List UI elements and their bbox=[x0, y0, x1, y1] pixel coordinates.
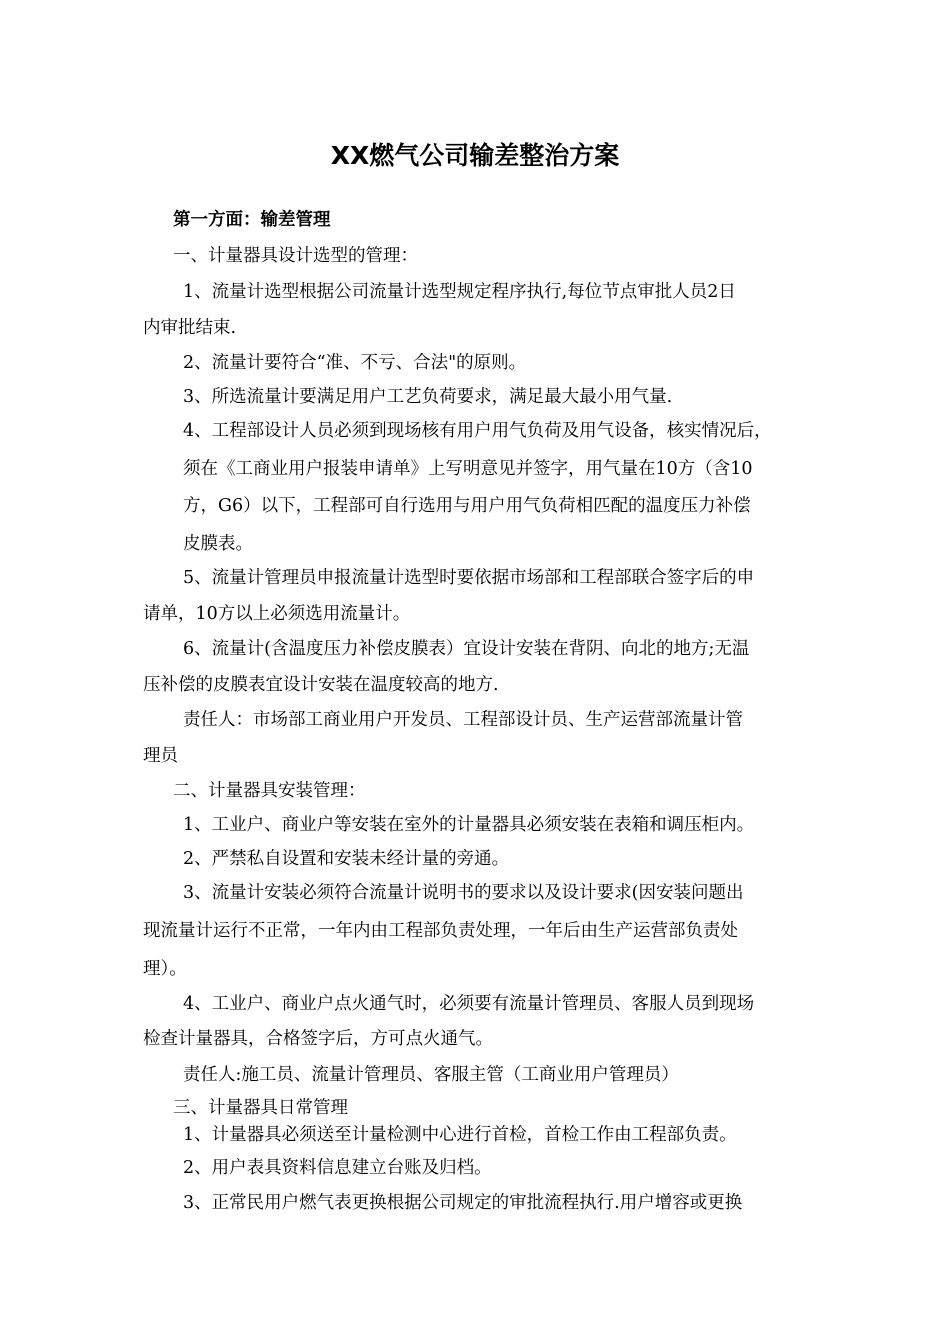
paragraph-line: 5、流量计管理员申报流量计选型时要依据市场部和工程部联合签字后的申 bbox=[183, 568, 755, 588]
paragraph-line: 责任人:施工员、流量计管理员、客服主管（工商业用户管理员） bbox=[183, 1065, 679, 1085]
paragraph-line: 3、所选流量计要满足用户工艺负荷要求，满足最大最小用气量. bbox=[183, 387, 673, 407]
paragraph-line: 须在《工商业用户报装申请单》上写明意见并签字，用气量在10方（含10 bbox=[183, 459, 753, 479]
paragraph-line: 6、流量计(含温度压力补偿皮膜表）宜设计安装在背阴、向北的地方;无温 bbox=[183, 639, 750, 659]
paragraph-line: 请单，10方以上必须选用流量计。 bbox=[143, 604, 411, 624]
paragraph-line: 二、计量器具安装管理： bbox=[173, 781, 366, 801]
paragraph-line: 压补偿的皮膜表宜设计安装在温度较高的地方. bbox=[143, 675, 499, 695]
document-title: XX燃气公司输差整治方案 bbox=[330, 141, 620, 170]
paragraph-line: 理员 bbox=[143, 746, 178, 766]
paragraph-line: 2、流量计要符合“准、不亏、合法"的原则。 bbox=[183, 353, 527, 373]
paragraph-line: 4、工业户、商业户点火通气时，必须要有流量计管理员、客服人员到现场 bbox=[183, 994, 755, 1014]
paragraph-line: 检查计量器具，合格签字后，方可点火通气。 bbox=[143, 1029, 493, 1049]
paragraph-line: 1、工业户、商业户等安装在室外的计量器具必须安装在表箱和调压柜内。 bbox=[183, 815, 755, 835]
paragraph-line: 皮膜表。 bbox=[183, 534, 253, 554]
paragraph-line: 一、计量器具设计选型的管理： bbox=[173, 246, 418, 266]
paragraph-line: 内审批结束. bbox=[143, 318, 237, 338]
paragraph-line: 2、严禁私自设置和安装未经计量的旁通。 bbox=[183, 849, 510, 869]
paragraph-line: 责任人：市场部工商业用户开发员、工程部设计员、生产运营部流量计管 bbox=[183, 710, 743, 730]
paragraph-line: 1、流量计选型根据公司流量计选型规定程序执行,每位节点审批人员2日 bbox=[183, 282, 736, 302]
paragraph-line: 2、用户表具资料信息建立台账及归档。 bbox=[183, 1158, 492, 1178]
paragraph-line: 4、工程部设计人员必须到现场核有用户用气负荷及用气设备，核实情况后， bbox=[183, 421, 772, 441]
section-heading: 第一方面：输差管理 bbox=[173, 210, 331, 230]
paragraph-line: 理）。 bbox=[143, 959, 187, 979]
paragraph-line: 三、计量器具日常管理 bbox=[173, 1098, 348, 1118]
paragraph-line: 方，G6）以下，工程部可自行选用与用户用气负荷相匹配的温度压力补偿 bbox=[183, 496, 751, 516]
paragraph-line: 1、计量器具必须送至计量检测中心进行首检，首检工作由工程部负责。 bbox=[183, 1125, 737, 1145]
paragraph-line: 现流量计运行不正常，一年内由工程部负责处理，一年后由生产运营部负责处 bbox=[143, 921, 738, 941]
paragraph-line: 3、流量计安装必须符合流量计说明书的要求以及设计要求(因安装问题出 bbox=[183, 883, 744, 903]
paragraph-line: 3、正常民用户燃气表更换根据公司规定的审批流程执行.用户增容或更换 bbox=[183, 1193, 743, 1213]
